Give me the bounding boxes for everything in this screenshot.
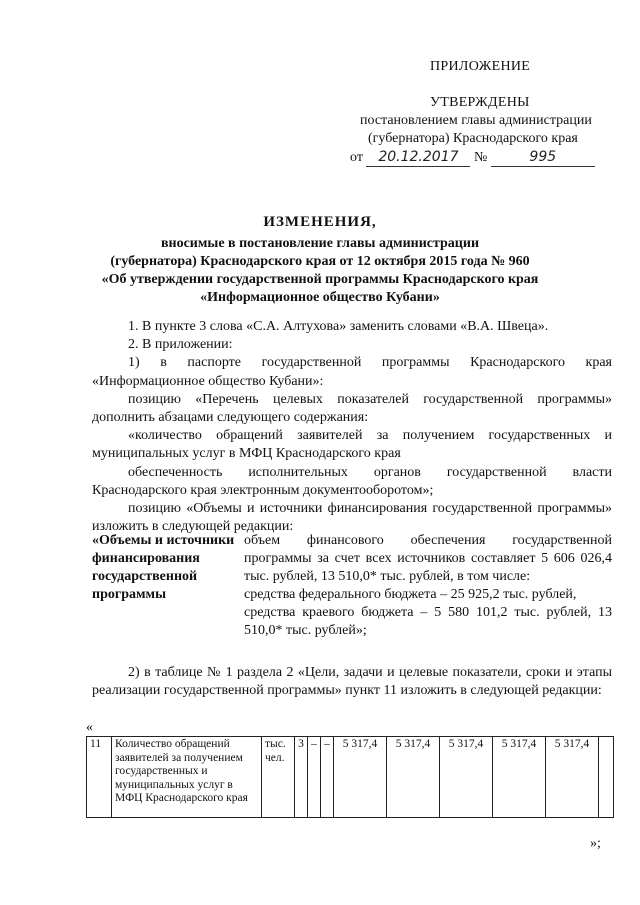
row-value-3: 5 317,4 — [440, 737, 493, 818]
row-number: 11 — [87, 737, 112, 818]
item-2: 2. В приложении: — [128, 337, 233, 353]
title-line-1: вносимые в постановление главы администрации — [160, 236, 480, 251]
position-1: позицию «Перечень целевых показателей государственной программы» дополнить абзацами следующего содержания: — [92, 391, 612, 426]
finance-text-2: средства федерального бюджета – 25 925,2 тыс. рублей, — [244, 587, 577, 602]
row-empty-cell — [599, 737, 614, 818]
handwritten-date: 20.12.2017 — [366, 148, 470, 167]
title-line-4: «Информационное общество Кубани» — [200, 290, 440, 305]
finance-label: «Объемы и источники финансирования государственной программы — [92, 533, 235, 602]
finance-text — [244, 532, 612, 640]
appendix-label: ПРИЛОЖЕНИЕ — [430, 59, 531, 74]
row-name: Количество обращений заявителей за получением государственных и муниципальных услуг в МФЦ Краснодарского края — [112, 737, 262, 818]
table-row — [87, 737, 614, 818]
title-main: ИЗМЕНЕНИЯ, — [263, 214, 377, 230]
number-label: № — [473, 150, 488, 165]
from-label: от — [350, 150, 363, 165]
approval-line-1: постановлением главы администрации — [360, 113, 592, 128]
quote-open: « — [86, 720, 93, 735]
title-line-3: «Об утверждении государственной программы Краснодарского края — [101, 272, 539, 287]
row-dash-2: – — [321, 737, 334, 818]
position-2: позицию «Объемы и источники финансирования государственной программы» изложить в следующей редакции: — [92, 501, 612, 535]
document-body — [92, 318, 612, 536]
quote-close: »; — [590, 836, 601, 851]
row-value-1: 5 317,4 — [334, 737, 387, 818]
row-value-4: 5 317,4 — [493, 737, 546, 818]
finance-text-3: средства краевого бюджета – 5 580 101,2 тыс. рублей, 13 510,0* тыс. рублей»; — [244, 605, 612, 638]
row-unit: тыс. чел. — [262, 737, 295, 818]
row-value-5: 5 317,4 — [546, 737, 599, 818]
handwritten-number: 995 — [491, 148, 595, 167]
item-1: 1. В пункте 3 слова «С.А. Алтухова» заменить словами «В.А. Швеца». — [128, 319, 549, 334]
paragraph-1: «количество обращений заявителей за получением государственных и муниципальных услуг в МФЦ Краснодарского края — [92, 428, 612, 462]
indicators-table — [86, 736, 614, 818]
finance-text-1: объем финансового обеспечения государственной программы за счет всех источников составляет 5 606 026,4 тыс. рублей, 13 510,0* тыс. рублей, в том числе: — [244, 533, 612, 584]
document-title — [0, 214, 640, 307]
approved-label: УТВЕРЖДЕНЫ — [430, 95, 530, 110]
row-dash-1: – — [308, 737, 321, 818]
paragraph-2: обеспеченность исполнительных органов государственной власти Краснодарского края электронным документооборотом»; — [92, 464, 612, 498]
title-line-2: (губернатора) Краснодарского края от 12 октября 2015 года № 960 — [110, 254, 530, 269]
item-2-2: 2) в таблице № 1 раздела 2 «Цели, задачи и целевые показатели, сроки и этапы реализации государственной программы» пункт 11 изложить в следующей редакции: — [92, 665, 612, 699]
approval-date-line — [350, 148, 595, 167]
subitem-1: 1) в паспорте государственной программы Краснодарского края «Информационное общество Кубани»: — [92, 355, 612, 389]
row-value-2: 5 317,4 — [387, 737, 440, 818]
row-status: 3 — [295, 737, 308, 818]
approval-line-2: (губернатора) Краснодарского края — [368, 131, 578, 146]
